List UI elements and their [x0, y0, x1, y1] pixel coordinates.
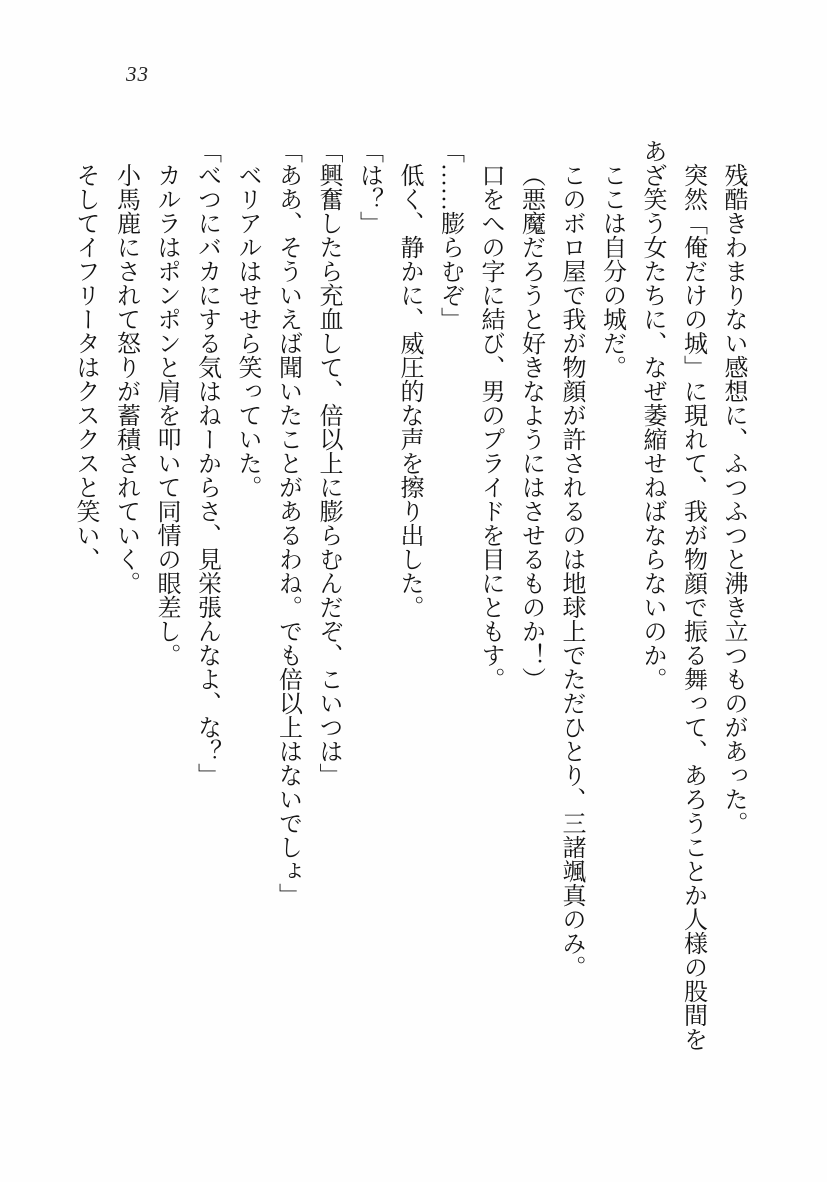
paragraph: 口をへの字に結び、男のプライドを目にともす。	[477, 163, 503, 691]
vertical-text-block	[53, 139, 753, 1053]
paragraph: 「は？」	[355, 139, 382, 235]
paragraph: 残酷きわまりない感想に、ふつふつと沸き立つものがあった。	[720, 163, 746, 835]
paragraph: ここは自分の城だ。	[598, 163, 625, 379]
paragraph: そしてイフリータはクスクスと笑い、	[72, 163, 98, 571]
paragraph: （悪魔だろうと好きなようにはさせるものか！）	[517, 163, 544, 691]
paragraph: 「……膨らむぞ」	[436, 139, 463, 331]
paragraph: 「興奮したら充血して、倍以上に膨らむんだぞ、こいつは」	[315, 139, 341, 787]
paragraph: ベリアルはせせら笑っていた。	[234, 163, 260, 499]
paragraph: 「ああ、そういえば聞いたことがあるわね。でも倍以上はないでしょ」	[274, 139, 301, 907]
paragraph: このボロ屋で我が物顔が許されるのは地球上でただひとり、三諸颯真のみ。	[558, 163, 584, 979]
page-number: 33	[126, 62, 149, 86]
paragraph: 小馬鹿にされて怒りが蓄積されていく。	[112, 163, 139, 595]
paragraph: 低く、静かに、威圧的な声を擦り出した。	[396, 163, 422, 619]
paragraph: カルラはポンポンと肩を叩いて同情の眼差し。	[153, 163, 179, 667]
paragraph: 「べつにバカにする気はねーからさ、見栄張んなよ、な？」	[193, 139, 220, 787]
paragraph: 突然「俺だけの城」に現れて、我が物顔で振る舞って、あろうことか人様の股間をあざ笑う女たちに、なぜ萎縮せねばならないのか。	[639, 139, 706, 1051]
